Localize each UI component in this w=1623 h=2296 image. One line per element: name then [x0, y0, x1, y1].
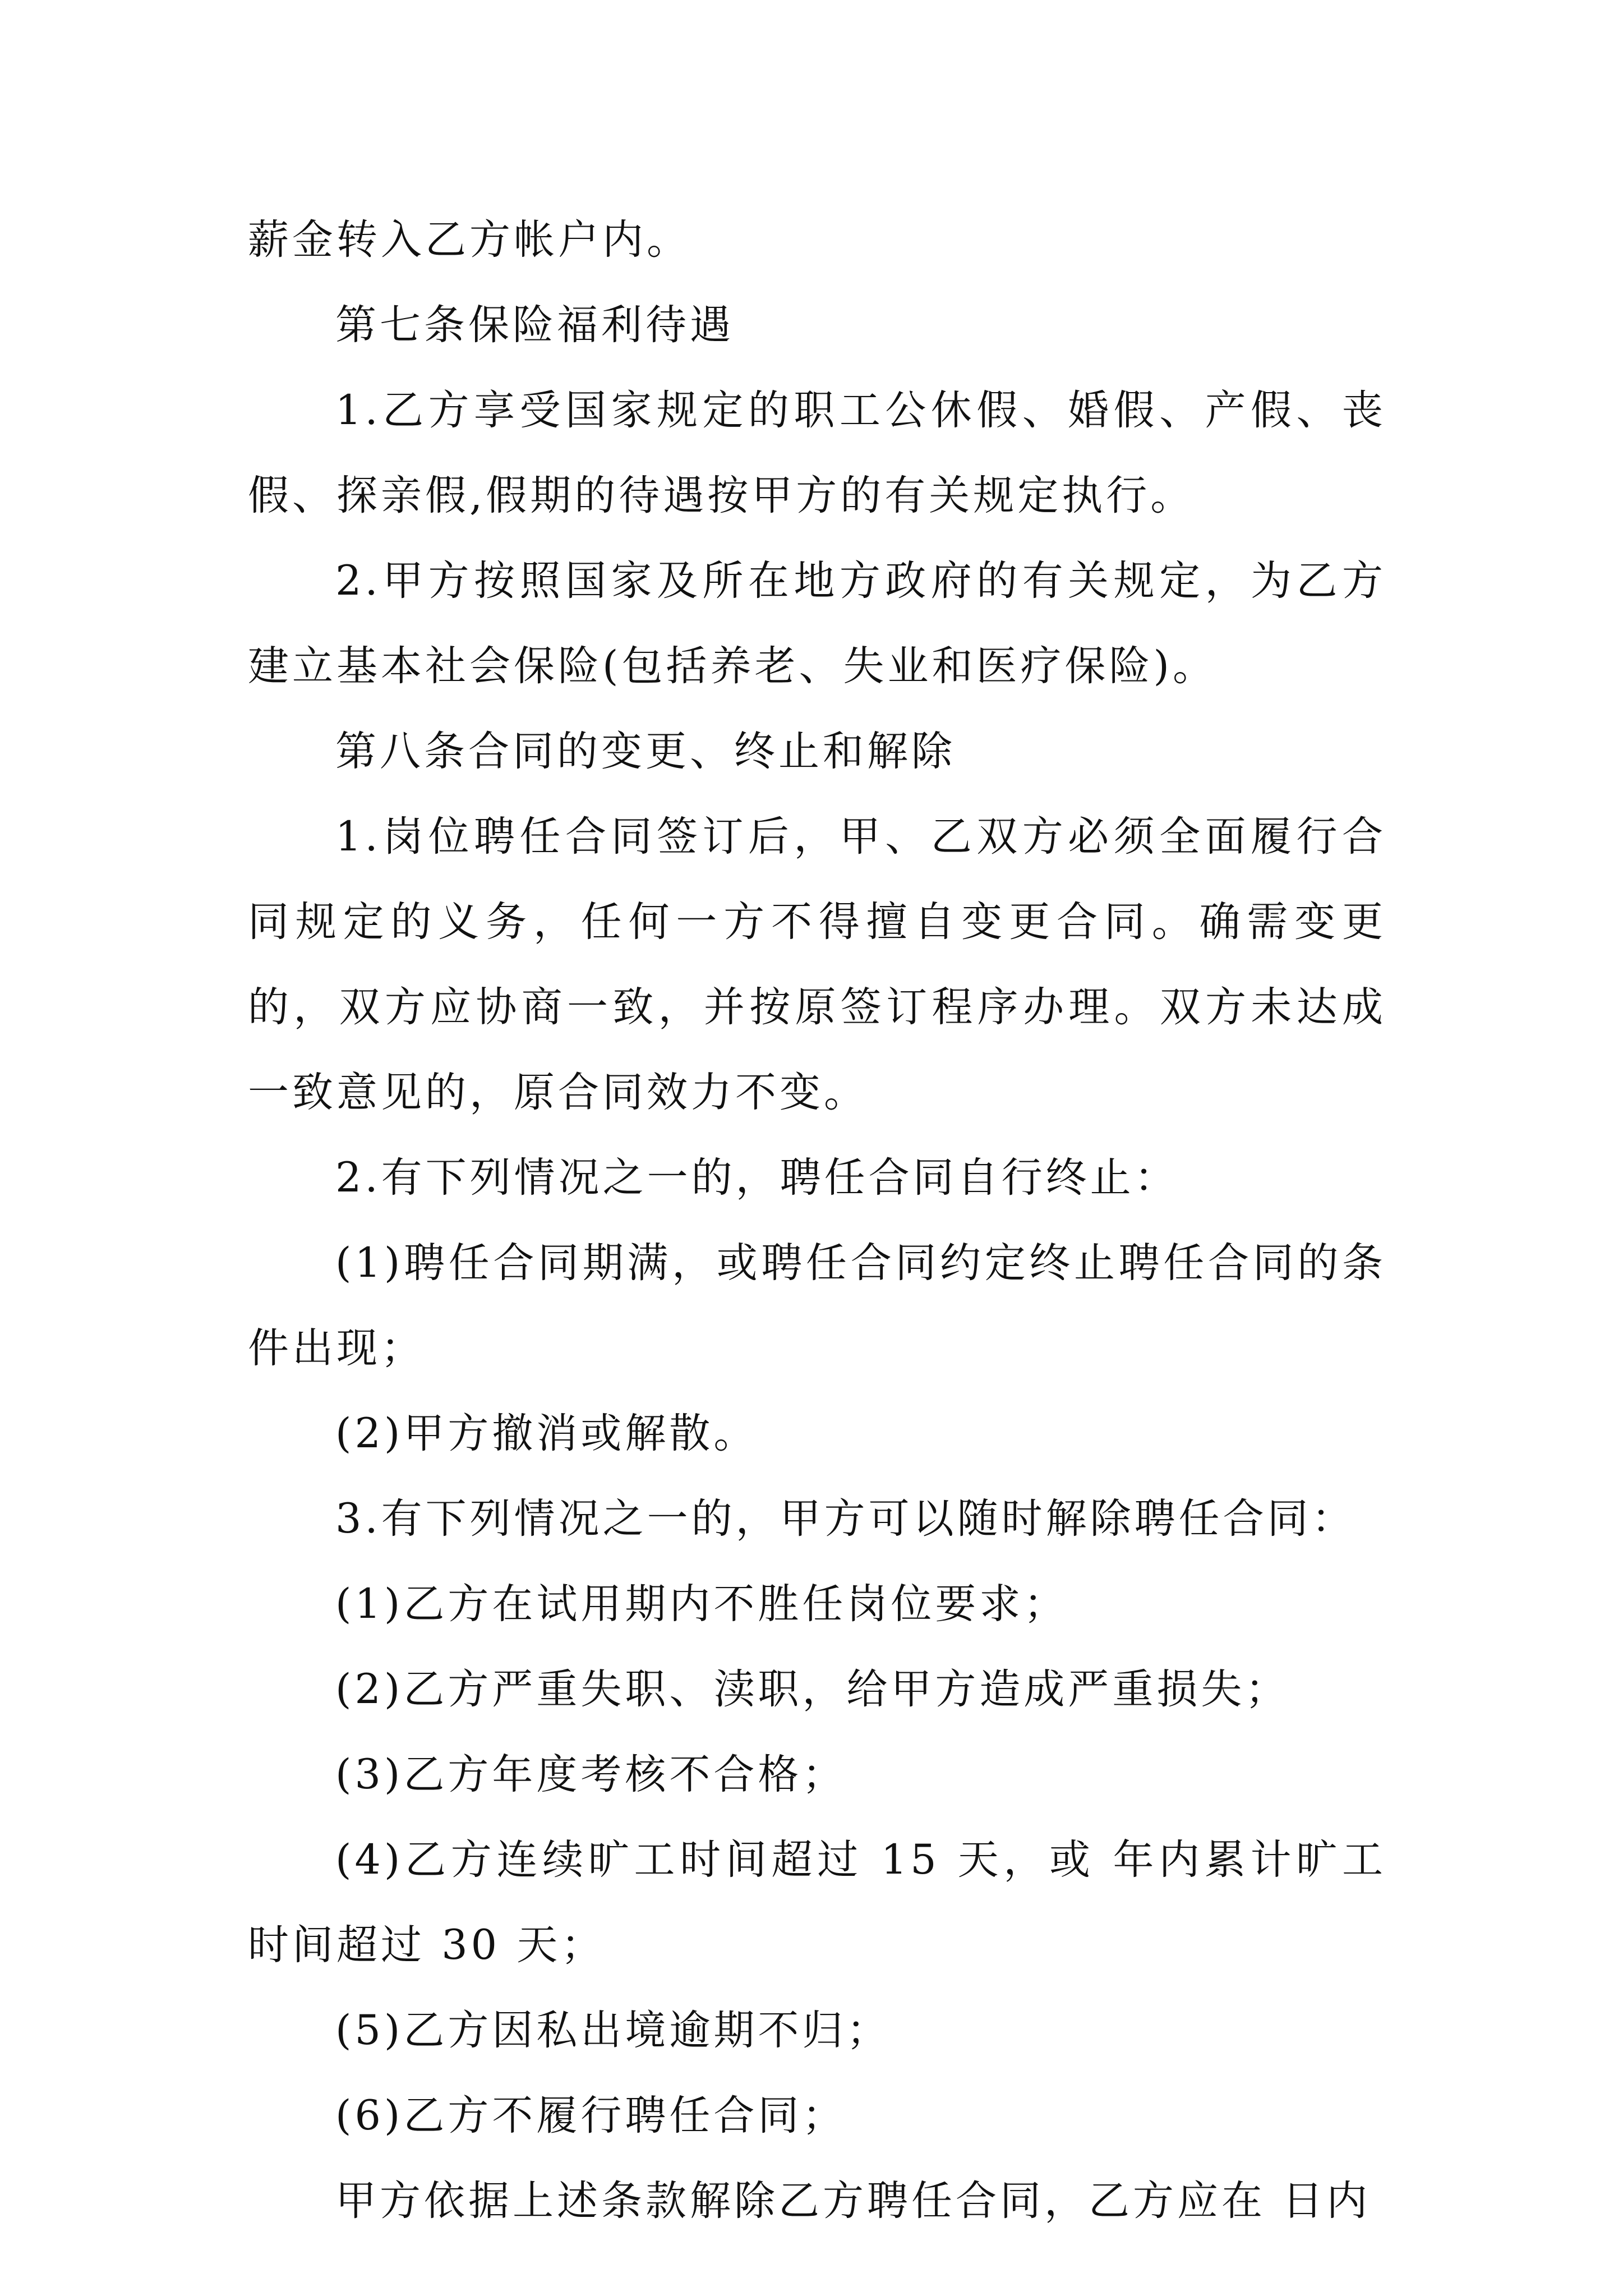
- document-body: [248, 197, 1386, 2244]
- paragraph-4-article-8-heading: 第八条合同的变更、终止和解除: [335, 728, 956, 775]
- paragraph-16: 甲方依据上述条款解除乙方聘任合同，乙方应在 日内: [335, 2177, 1371, 2225]
- paragraph-9: 3.有下列情况之一的，甲方可以随时解除聘任合同：: [335, 1495, 1356, 1543]
- paragraph-13: (4)乙方连续旷工时间超过 15 天，或 年内累计旷工时间超过 30 天；: [248, 1836, 1386, 1969]
- paragraph-2: 1.乙方享受国家规定的职工公休假、婚假、产假、丧假、探亲假,假期的待遇按甲方的有关规定执行。: [248, 386, 1386, 519]
- paragraph-3: 2.甲方按照国家及所在地方政府的有关规定，为乙方建立基本社会保险(包括养老、失业和医疗保险)。: [248, 557, 1386, 690]
- paragraph-12: (3)乙方年度考核不合格；: [335, 1751, 847, 1798]
- paragraph-14: (5)乙方因私出境逾期不归；: [335, 2007, 891, 2054]
- paragraph-1-article-7-heading: 第七条保险福利待遇: [335, 301, 734, 349]
- paragraph-11: (2)乙方严重失职、渎职，给甲方造成严重损失；: [335, 1665, 1290, 1713]
- paragraph-6: 2.有下列情况之一的，聘任合同自行终止：: [335, 1154, 1179, 1202]
- paragraph-15: (6)乙方不履行聘任合同；: [335, 2092, 847, 2139]
- paragraph-10: (1)乙方在试用期内不胜任岗位要求；: [335, 1580, 1068, 1628]
- paragraph-0: 薪金转入乙方帐户内。: [248, 216, 691, 264]
- paragraph-8: (2)甲方撤消或解散。: [335, 1410, 758, 1457]
- paragraph-7: (1)聘任合同期满，或聘任合同约定终止聘任合同的条件出现；: [248, 1239, 1386, 1372]
- paragraph-5: 1.岗位聘任合同签订后，甲、乙双方必须全面履行合同规定的义务，任何一方不得擅自变更合同。确需变更的，双方应协商一致，并按原签订程序办理。双方未达成一致意见的，原合同效力不变。: [248, 813, 1386, 1116]
